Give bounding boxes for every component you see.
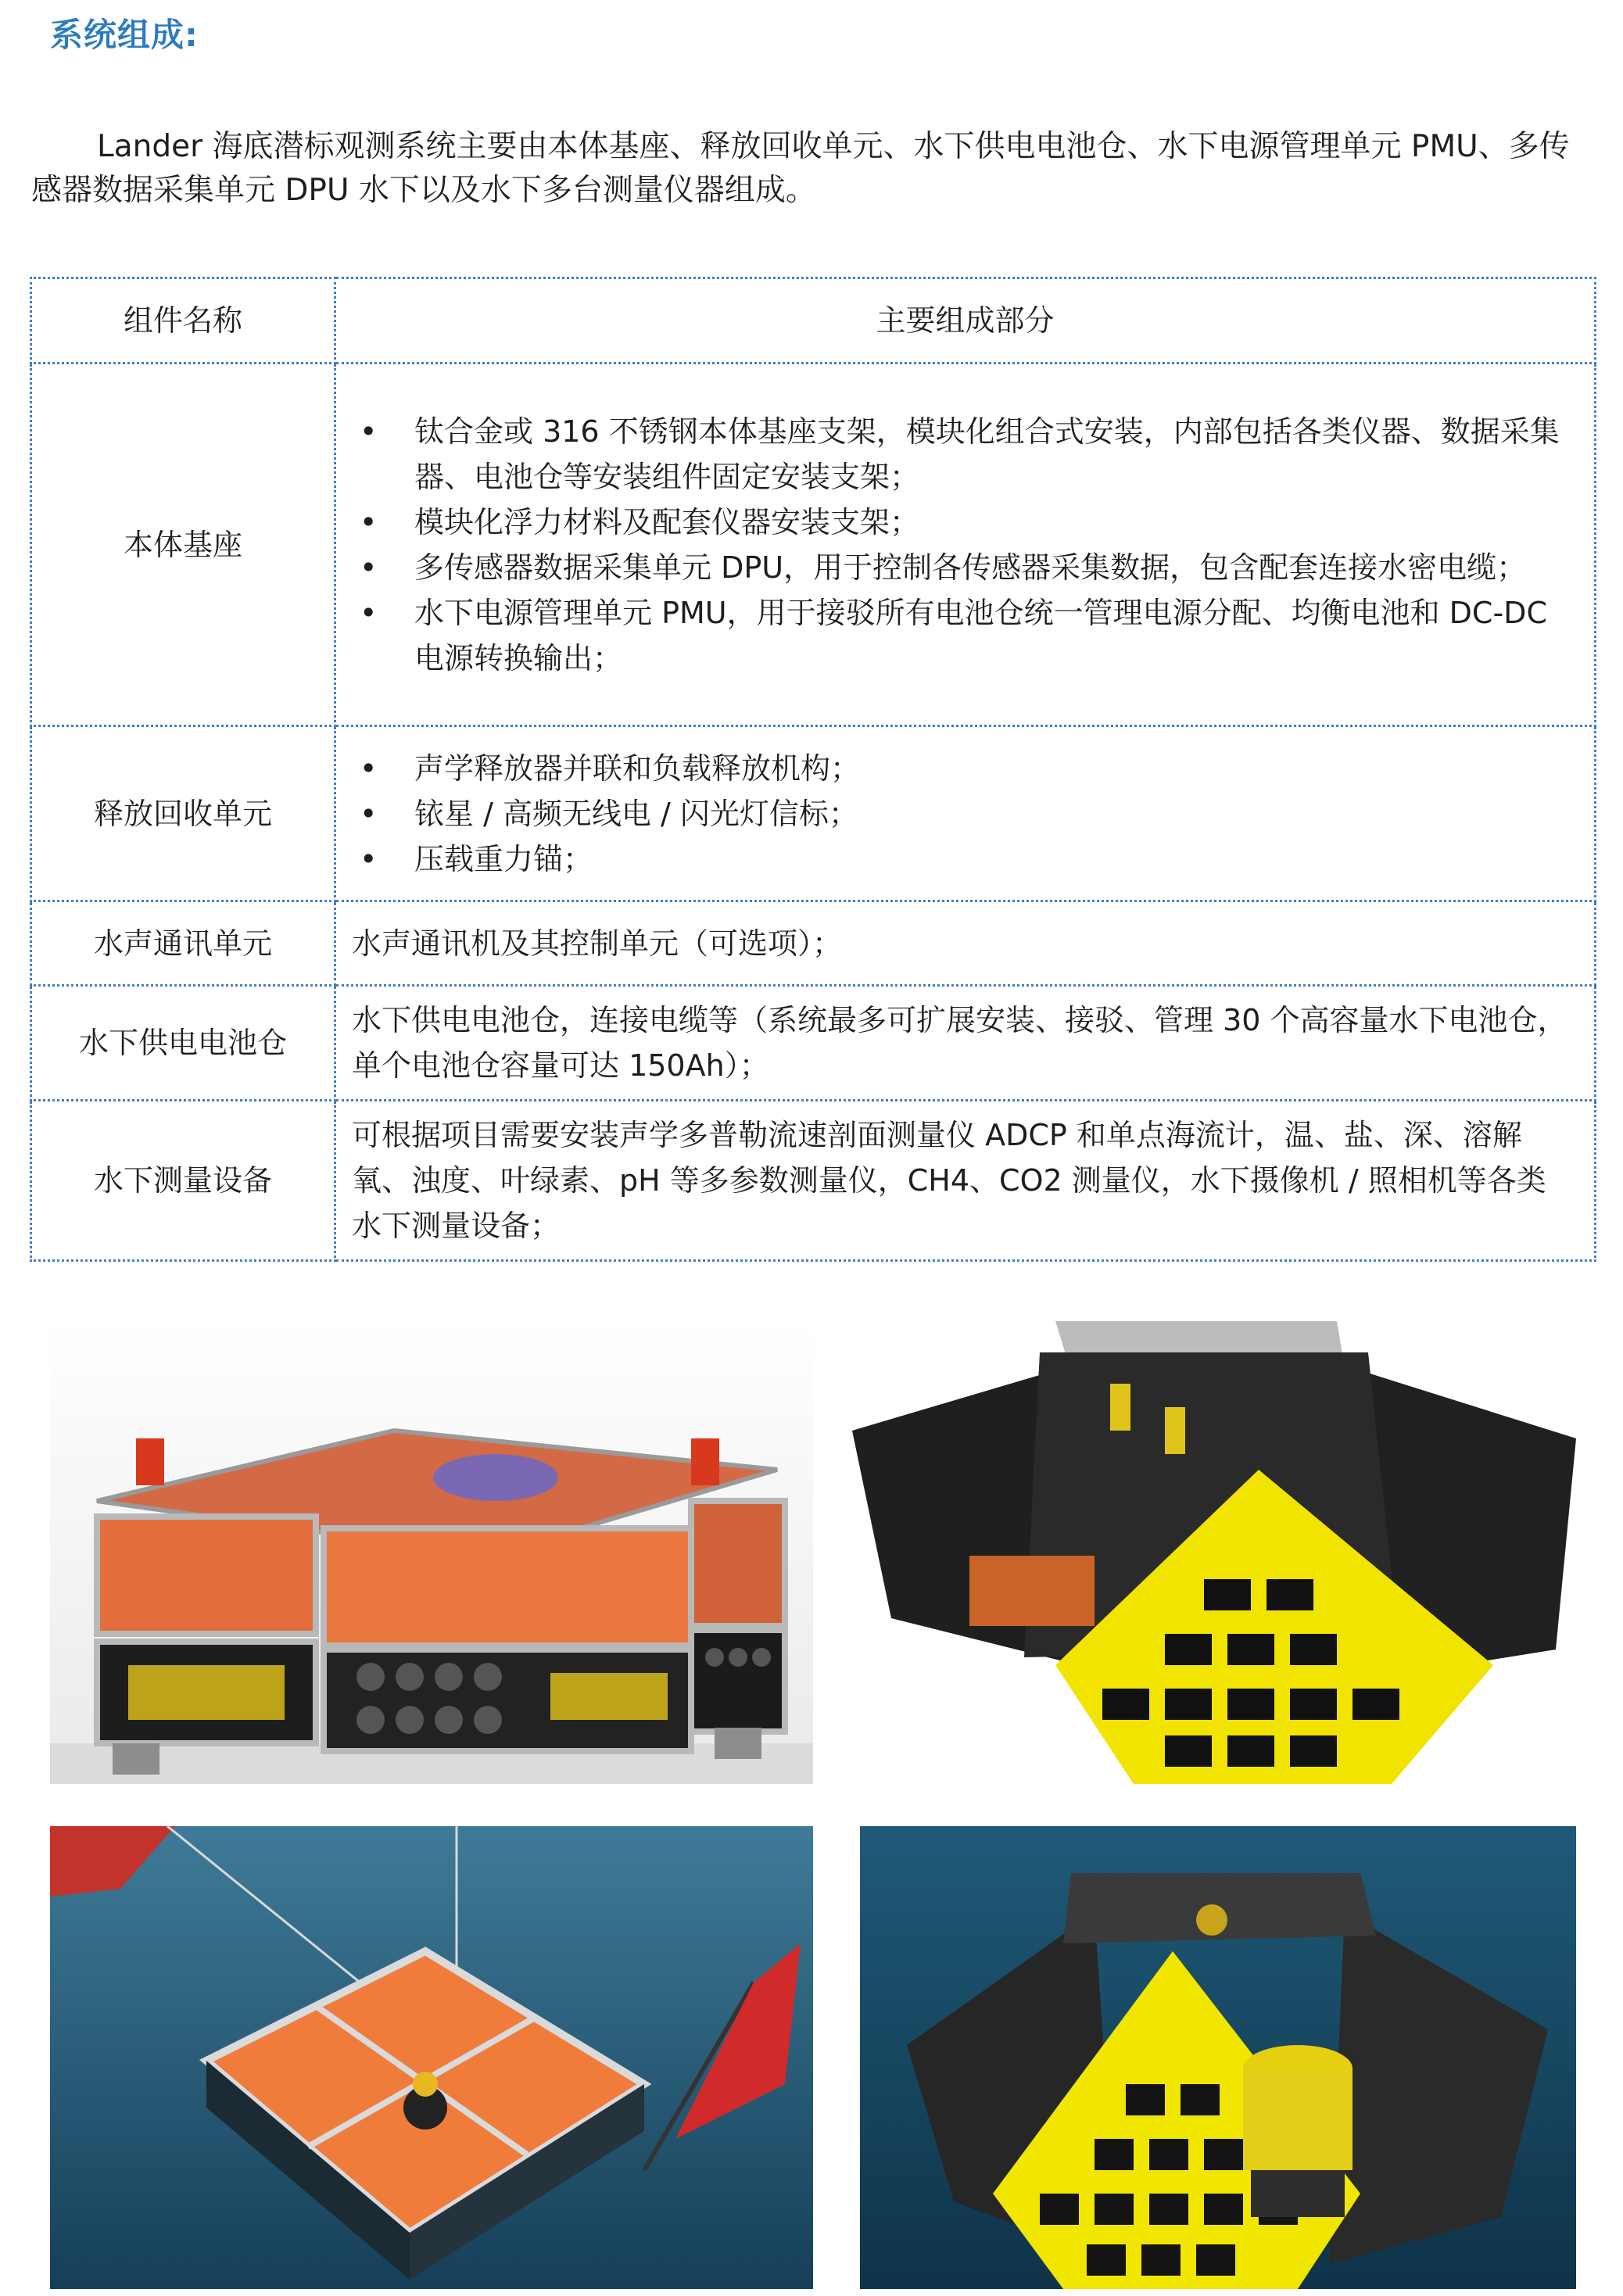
table-row — [31, 364, 1596, 726]
section-title: 系统组成: — [50, 16, 199, 54]
parts-list — [352, 746, 1574, 882]
list-item: • 水下电源管理单元 PMU，用于接驳所有电池仓统一管理电源分配、均衡电池和 DC-DC 电源转换输出； — [352, 590, 1574, 681]
header-main-parts: 主要组成部分 — [335, 278, 1596, 364]
lander-pyramid-at-sea — [860, 1826, 1576, 2289]
row-parts — [335, 726, 1596, 901]
table-header-row — [31, 278, 1596, 364]
table-row — [31, 901, 1596, 986]
table-row — [31, 1101, 1596, 1261]
list-item: • 多传感器数据采集单元 DPU，用于控制各传感器采集数据，包含配套连接水密电缆； — [352, 545, 1574, 590]
row-name: 水声通讯单元 — [31, 901, 335, 986]
lander-deployed-photo — [50, 1826, 813, 2289]
table-row — [31, 986, 1596, 1101]
table-row — [31, 726, 1596, 901]
list-item: • 压载重力锚； — [352, 836, 1574, 882]
components-table — [30, 277, 1596, 1262]
row-parts: 水声通讯机及其控制单元（可选项）； — [335, 901, 1596, 986]
row-parts — [335, 364, 1596, 726]
row-parts: 水下供电电池仓，连接电缆等（系统最多可扩展安装、接驳、管理 30 个高容量水下电池仓，单个电池仓容量可达 150Ah）； — [335, 986, 1596, 1101]
list-item: • 铱星 / 高频无线电 / 闪光灯信标； — [352, 791, 1574, 836]
lander-pyramid-render — [852, 1321, 1576, 1784]
row-name: 本体基座 — [31, 364, 335, 726]
list-item: • 钛合金或 316 不锈钢本体基座支架，模块化组合式安装，内部包括各类仪器、数据采集器、电池仓等安装组件固定安装支架； — [352, 409, 1574, 500]
row-name: 水下供电电池仓 — [31, 986, 335, 1101]
list-item: • 声学释放器并联和负载释放机构； — [352, 746, 1574, 791]
header-component-name: 组件名称 — [31, 278, 335, 364]
intro-paragraph: Lander 海底潜标观测系统主要由本体基座、释放回收单元、水下供电电池仓、水下电源管理单元 PMU、多传感器数据采集单元 DPU 水下以及水下多台测量仪器组成。 — [31, 129, 1570, 208]
row-name: 水下测量设备 — [31, 1101, 335, 1261]
row-name: 释放回收单元 — [31, 726, 335, 901]
list-item: • 模块化浮力材料及配套仪器安装支架； — [352, 500, 1574, 545]
row-parts: 可根据项目需要安装声学多普勒流速剖面测量仪 ADCP 和单点海流计，温、盐、深、溶解氧、浊度、叶绿素、pH 等多参数测量仪，CH4、CO2 测量仪，水下摄像机 / 照相机等各类水下测量设备； — [335, 1101, 1596, 1261]
lander-frame-render — [50, 1321, 813, 1784]
parts-list — [352, 409, 1574, 681]
